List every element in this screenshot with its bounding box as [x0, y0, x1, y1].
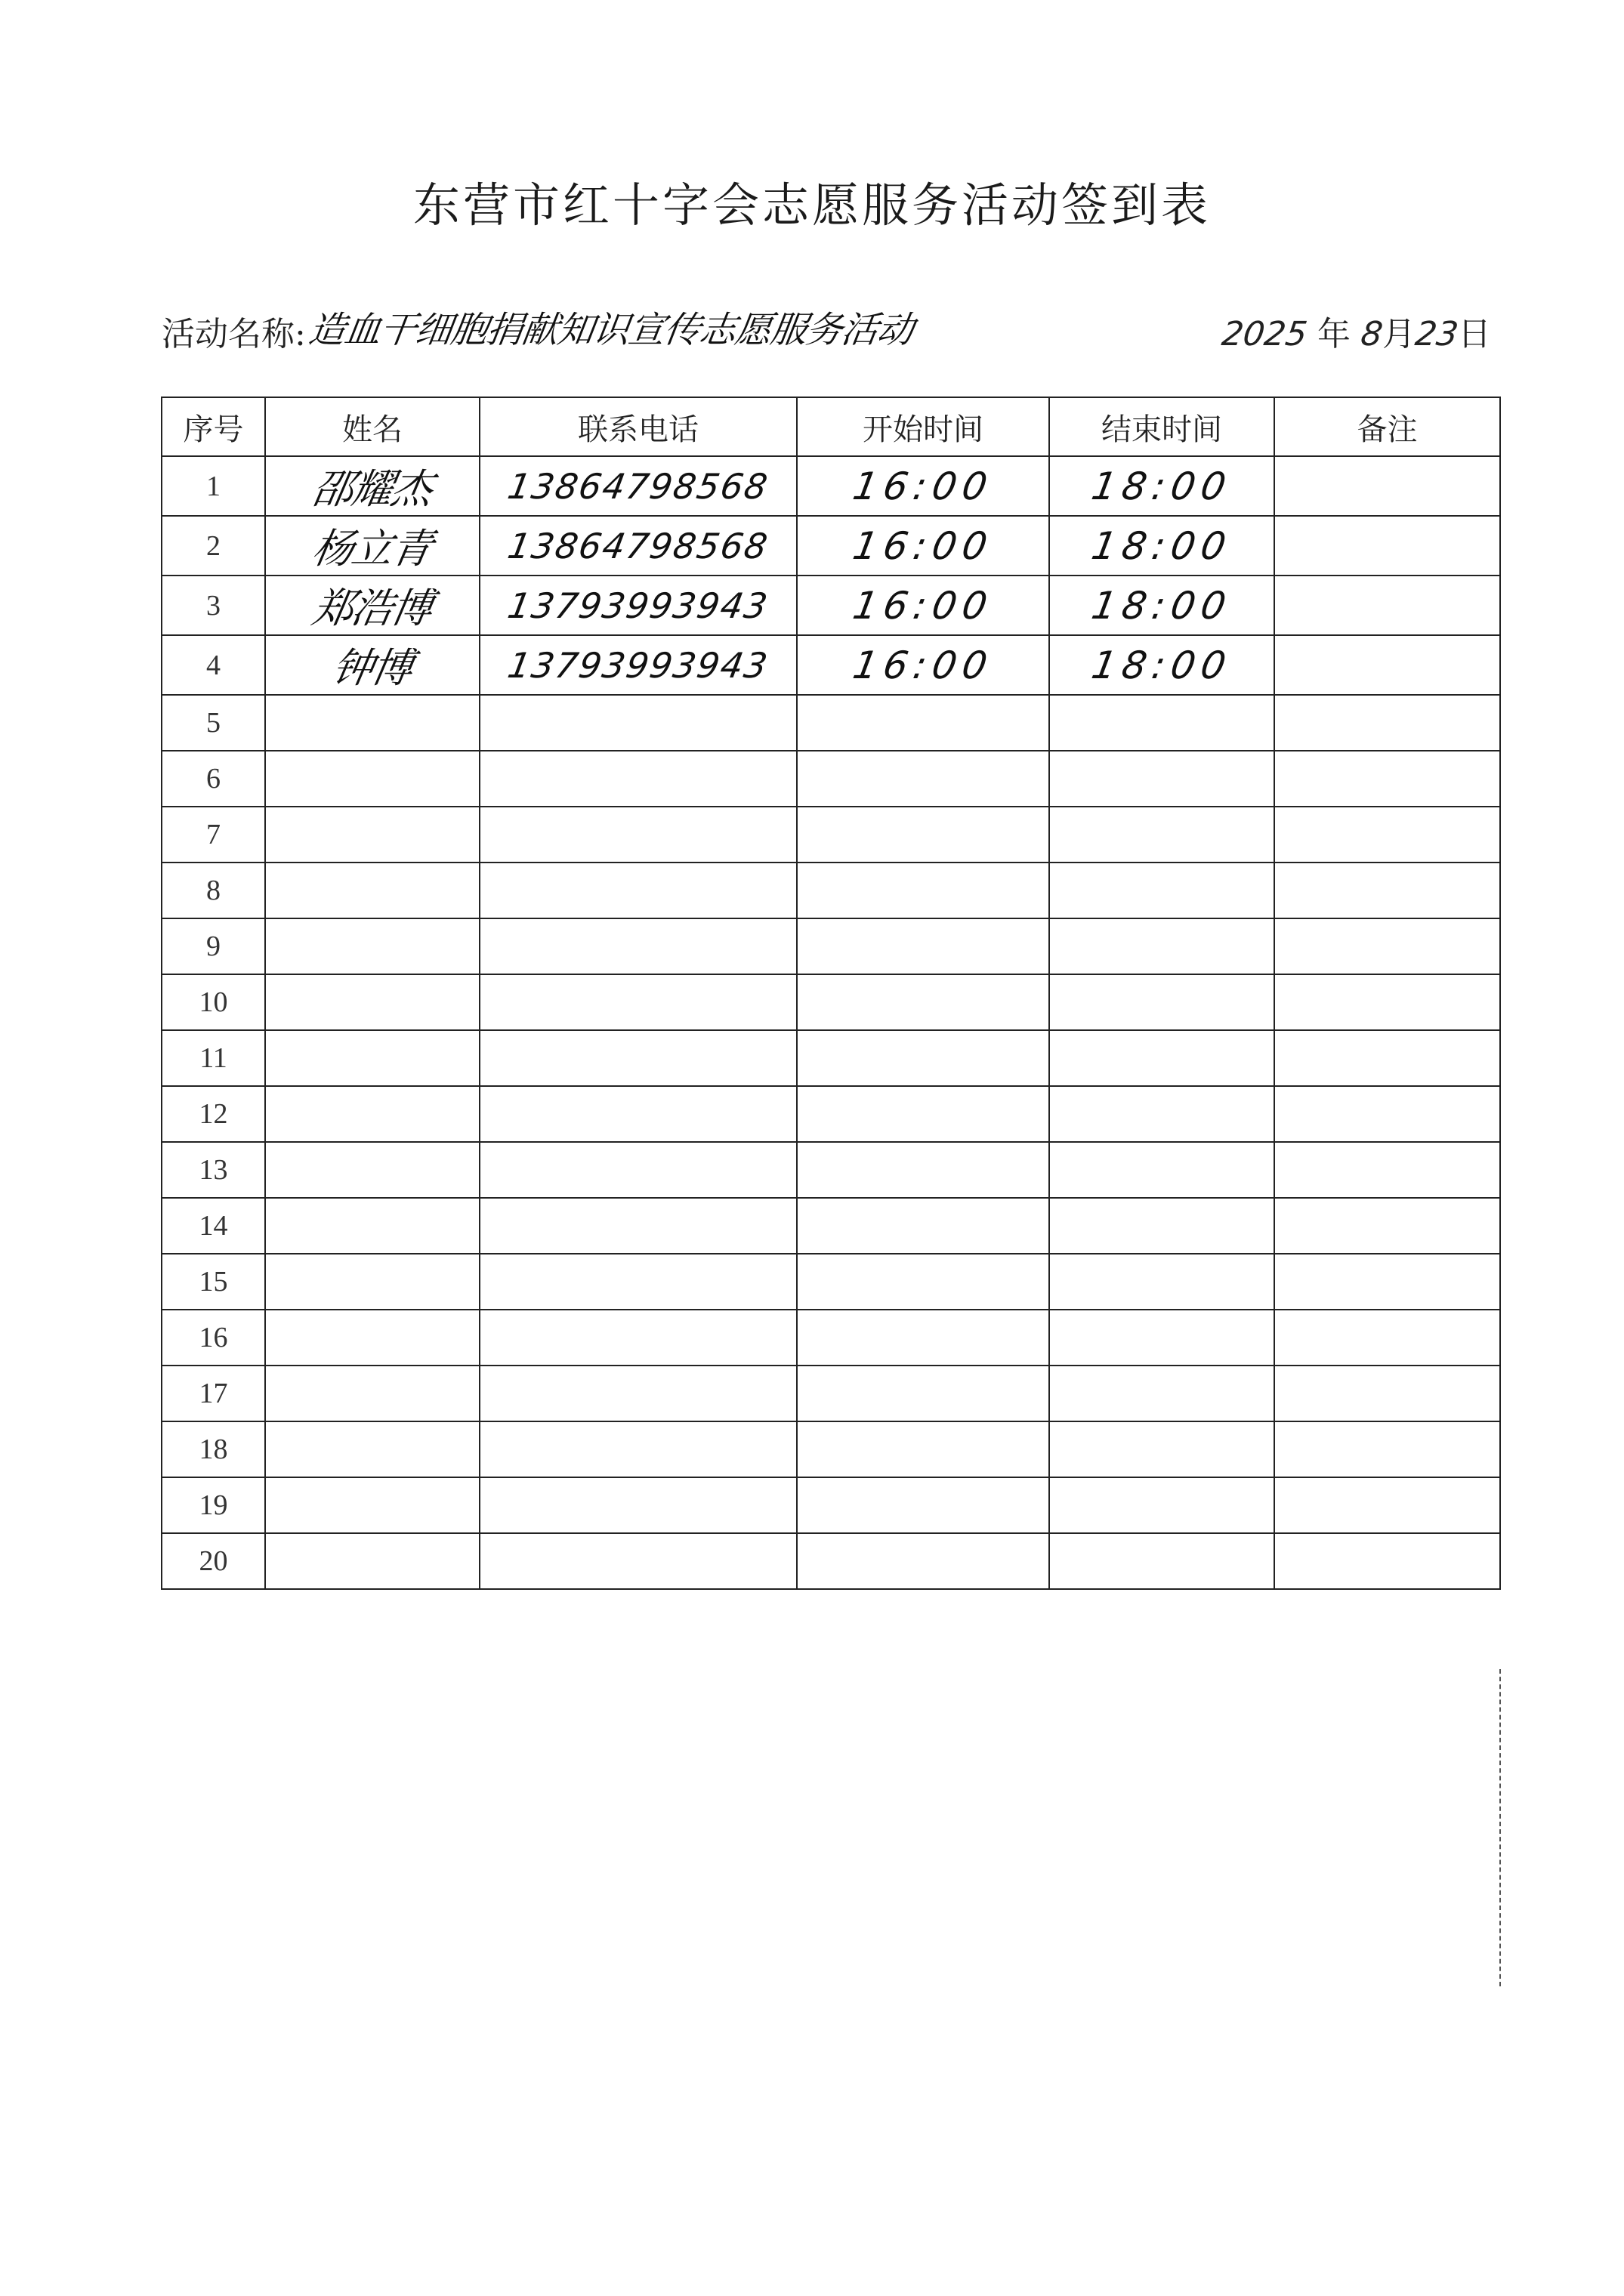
remark-cell: [1274, 1198, 1500, 1254]
remark-cell: [1274, 516, 1500, 576]
row-index-cell: 15: [162, 1254, 265, 1310]
start-time-cell: [797, 863, 1049, 918]
start-time-cell: [797, 635, 1049, 695]
end-time-cell: [1049, 1310, 1274, 1366]
activity-name-value: 造血干细胞捐献知识宣传志愿服务活动: [306, 309, 916, 351]
signer-name-cell: [265, 1142, 480, 1198]
contact-phone-cell: [480, 974, 797, 1030]
contact-phone-cell: [480, 1142, 797, 1198]
header-end-time: 结束时间: [1049, 397, 1274, 456]
contact-phone-cell: [480, 456, 797, 516]
row-index-cell: 11: [162, 1030, 265, 1086]
contact-phone-cell: [480, 635, 797, 695]
date-year: 2025: [1219, 315, 1310, 353]
start-time-cell: [797, 1366, 1049, 1421]
end-time-cell: [1049, 807, 1274, 863]
end-time: 18:00: [1088, 464, 1236, 508]
contact-phone: 13793993943: [505, 585, 772, 626]
contact-phone-cell: [480, 807, 797, 863]
signer-name-cell: [265, 456, 480, 516]
row-index-cell: 3: [162, 576, 265, 635]
contact-phone-cell: [480, 576, 797, 635]
end-time: 18:00: [1088, 583, 1236, 628]
end-time-cell: [1049, 751, 1274, 807]
remark-cell: [1274, 695, 1500, 751]
row-index-cell: 9: [162, 918, 265, 974]
end-time-cell: [1049, 1477, 1274, 1533]
signer-name-cell: [265, 576, 480, 635]
contact-phone-cell: [480, 1366, 797, 1421]
start-time: 16:00: [849, 464, 997, 508]
start-time-cell: [797, 1198, 1049, 1254]
end-time-cell: [1049, 974, 1274, 1030]
table-row: [162, 1477, 1500, 1533]
table-row: [162, 456, 1500, 516]
end-time-cell: [1049, 456, 1274, 516]
remark-cell: [1274, 918, 1500, 974]
end-time-cell: [1049, 918, 1274, 974]
remark-cell: [1274, 1142, 1500, 1198]
row-index-cell: 14: [162, 1198, 265, 1254]
start-time: 16:00: [849, 523, 997, 568]
contact-phone-cell: [480, 1030, 797, 1086]
signer-name-cell: [265, 1533, 480, 1589]
signer-name-cell: [265, 751, 480, 807]
signer-name-cell: [265, 1254, 480, 1310]
date-day: 23: [1413, 315, 1461, 353]
date-day-unit: 日: [1458, 315, 1491, 353]
row-index-cell: 13: [162, 1142, 265, 1198]
start-time: 16:00: [849, 643, 997, 687]
row-index-cell: 5: [162, 695, 265, 751]
start-time-cell: [797, 751, 1049, 807]
header-index: 序号: [162, 397, 265, 456]
contact-phone-cell: [480, 1533, 797, 1589]
start-time-cell: [797, 576, 1049, 635]
end-time-cell: [1049, 576, 1274, 635]
end-time: 18:00: [1088, 643, 1236, 687]
signer-name-cell: [265, 1030, 480, 1086]
table-row: [162, 1254, 1500, 1310]
start-time-cell: [797, 918, 1049, 974]
contact-phone-cell: [480, 1198, 797, 1254]
date-month: 8: [1358, 315, 1385, 353]
table-row: [162, 1086, 1500, 1142]
end-time-cell: [1049, 695, 1274, 751]
activity-info-row: [162, 301, 1491, 361]
end-time-cell: [1049, 1198, 1274, 1254]
start-time: 16:00: [849, 583, 997, 628]
contact-phone-cell: [480, 516, 797, 576]
start-time-cell: [797, 1477, 1049, 1533]
table-row: [162, 1366, 1500, 1421]
row-index-cell: 16: [162, 1310, 265, 1366]
remark-cell: [1274, 1421, 1500, 1477]
contact-phone-cell: [480, 863, 797, 918]
contact-phone: 13864798568: [505, 525, 772, 566]
sign-in-table: [161, 397, 1501, 1590]
row-index-cell: 19: [162, 1477, 265, 1533]
table-row: [162, 1533, 1500, 1589]
start-time-cell: [797, 974, 1049, 1030]
table-row: [162, 1198, 1500, 1254]
table-row: [162, 1421, 1500, 1477]
start-time-cell: [797, 1421, 1049, 1477]
header-note: 备注: [1274, 397, 1500, 456]
start-time-cell: [797, 1254, 1049, 1310]
end-time-cell: [1049, 1254, 1274, 1310]
signer-name-cell: [265, 1198, 480, 1254]
end-time-cell: [1049, 1421, 1274, 1477]
start-time-cell: [797, 456, 1049, 516]
page-title: 东营市红十字会志愿服务活动签到表: [412, 177, 1211, 233]
signer-name-cell: [265, 807, 480, 863]
sign-in-date: [1219, 307, 1491, 355]
start-time-cell: [797, 807, 1049, 863]
contact-phone-cell: [480, 695, 797, 751]
start-time-cell: [797, 695, 1049, 751]
remark-cell: [1274, 1533, 1500, 1589]
contact-phone-cell: [480, 1421, 797, 1477]
row-index-cell: 7: [162, 807, 265, 863]
table-row: [162, 576, 1500, 635]
start-time-cell: [797, 516, 1049, 576]
table-row: [162, 863, 1500, 918]
start-time-cell: [797, 1533, 1049, 1589]
table-header-row: [162, 397, 1500, 456]
contact-phone-cell: [480, 1477, 797, 1533]
row-index-cell: 20: [162, 1533, 265, 1589]
row-index-cell: 10: [162, 974, 265, 1030]
scan-edge-line: [1499, 1669, 1501, 1986]
header-name: 姓名: [265, 397, 480, 456]
row-index-cell: 12: [162, 1086, 265, 1142]
end-time: 18:00: [1088, 523, 1236, 568]
end-time-cell: [1049, 863, 1274, 918]
row-index-cell: 2: [162, 516, 265, 576]
table-body: [162, 456, 1500, 1589]
contact-phone: 13793993943: [505, 644, 772, 686]
signer-name-cell: [265, 1421, 480, 1477]
remark-cell: [1274, 1366, 1500, 1421]
contact-phone-cell: [480, 1086, 797, 1142]
row-index-cell: 4: [162, 635, 265, 695]
start-time-cell: [797, 1030, 1049, 1086]
remark-cell: [1274, 576, 1500, 635]
signer-name-cell: [265, 1310, 480, 1366]
start-time-cell: [797, 1086, 1049, 1142]
contact-phone-cell: [480, 918, 797, 974]
end-time-cell: [1049, 1030, 1274, 1086]
contact-phone-cell: [480, 1310, 797, 1366]
end-time-cell: [1049, 635, 1274, 695]
row-index-cell: 8: [162, 863, 265, 918]
table-row: [162, 751, 1500, 807]
start-time-cell: [797, 1142, 1049, 1198]
remark-cell: [1274, 1477, 1500, 1533]
table-row: [162, 918, 1500, 974]
remark-cell: [1274, 1254, 1500, 1310]
table-row: [162, 516, 1500, 576]
end-time-cell: [1049, 1366, 1274, 1421]
remark-cell: [1274, 807, 1500, 863]
table-row: [162, 1030, 1500, 1086]
signer-name: 钟博: [328, 644, 415, 692]
signer-name: 郑浩博: [308, 585, 435, 632]
table-row: [162, 807, 1500, 863]
table-row: [162, 974, 1500, 1030]
signer-name-cell: [265, 863, 480, 918]
signer-name-cell: [265, 1366, 480, 1421]
end-time-cell: [1049, 1533, 1274, 1589]
contact-phone: 13864798568: [505, 465, 772, 507]
remark-cell: [1274, 1310, 1500, 1366]
header-phone: 联系电话: [480, 397, 797, 456]
signer-name-cell: [265, 1477, 480, 1533]
signer-name-cell: [265, 974, 480, 1030]
remark-cell: [1274, 1086, 1500, 1142]
remark-cell: [1274, 456, 1500, 516]
date-month-unit: 月: [1382, 315, 1416, 353]
signer-name-cell: [265, 516, 480, 576]
remark-cell: [1274, 863, 1500, 918]
table-row: [162, 1142, 1500, 1198]
signer-name-cell: [265, 695, 480, 751]
remark-cell: [1274, 751, 1500, 807]
remark-cell: [1274, 974, 1500, 1030]
activity-name-label: 活动名称:: [162, 315, 306, 353]
signer-name-cell: [265, 635, 480, 695]
row-index-cell: 6: [162, 751, 265, 807]
signer-name: 邵耀杰: [308, 465, 435, 513]
signer-name-cell: [265, 1086, 480, 1142]
start-time-cell: [797, 1310, 1049, 1366]
table-row: [162, 695, 1500, 751]
table-row: [162, 635, 1500, 695]
header-start-time: 开始时间: [797, 397, 1049, 456]
remark-cell: [1274, 635, 1500, 695]
row-index-cell: 18: [162, 1421, 265, 1477]
contact-phone-cell: [480, 1254, 797, 1310]
signer-name-cell: [265, 918, 480, 974]
remark-cell: [1274, 1030, 1500, 1086]
end-time-cell: [1049, 1142, 1274, 1198]
end-time-cell: [1049, 1086, 1274, 1142]
signer-name: 杨立青: [308, 525, 435, 572]
contact-phone-cell: [480, 751, 797, 807]
table-row: [162, 1310, 1500, 1366]
date-year-unit: 年: [1317, 315, 1351, 353]
row-index-cell: 17: [162, 1366, 265, 1421]
end-time-cell: [1049, 516, 1274, 576]
row-index-cell: 1: [162, 456, 265, 516]
